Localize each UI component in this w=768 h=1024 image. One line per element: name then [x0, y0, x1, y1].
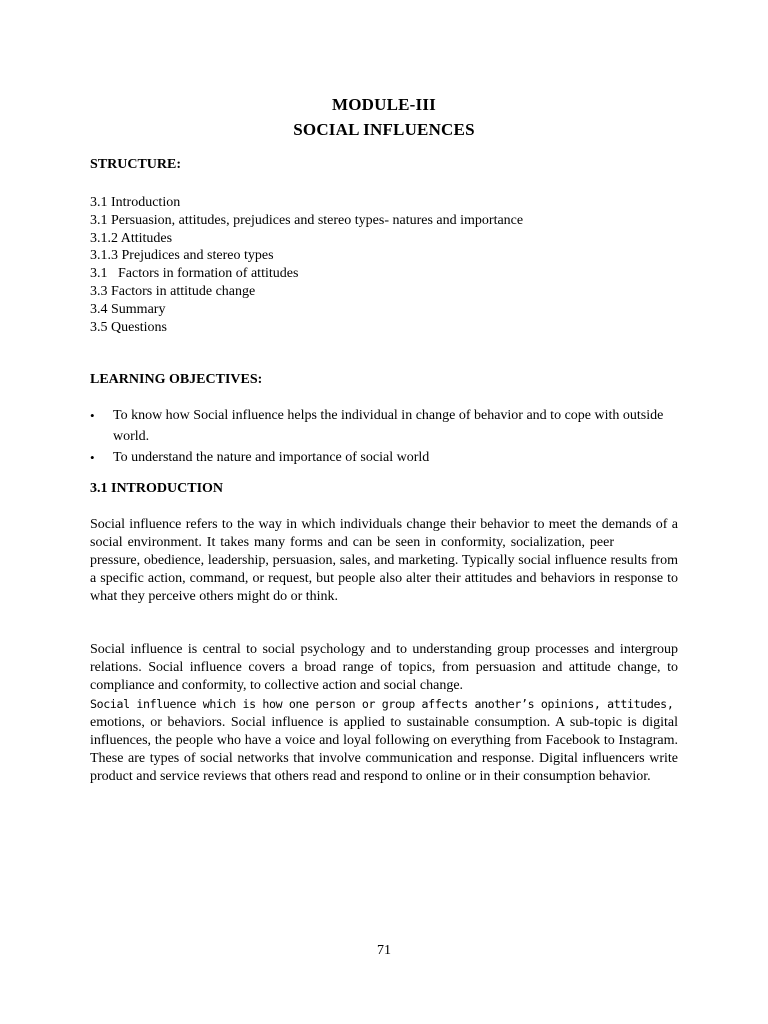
paragraph-text: Social influence is central to social psychology and to understanding group processes and intergroup relations. Social influence covers a broad range of topics, from persuasion and attitude change, to compliance and conformity, to collective action and social change.: [90, 642, 678, 693]
objective-item: [90, 405, 680, 447]
paragraph-text-mono: Social influence which is how one person or group affects another’s opinions, attitudes,: [90, 697, 674, 711]
objective-item: [90, 447, 680, 468]
structure-item: 3.1.3 Prejudices and stereo types: [90, 248, 274, 264]
module-title: MODULE-III: [331, 95, 436, 114]
structure-list: [90, 194, 523, 336]
structure-item: 3.1.2 Attitudes: [90, 230, 173, 246]
paragraph-text: emotions, or behaviors. Social influence is applied to sustainable consumption. A sub-topic is digital influences, the people who have a voice and loyal following on everything from Facebook to Instagram. These are types of social networks that involve communication and response. Digital influencers write product and service reviews that others read and respond to online or in their consumption behavior.: [90, 715, 678, 784]
introduction-heading: 3.1 INTRODUCTION: [90, 481, 224, 496]
bullet-icon: •: [90, 450, 95, 465]
structure-item: 3.1 Factors in formation of attitudes: [90, 266, 299, 282]
objectives-list: [90, 405, 680, 468]
structure-item: 3.5 Questions: [90, 319, 167, 335]
structure-item: 3.1 Introduction: [90, 195, 181, 210]
introduction-paragraph-1: [90, 516, 678, 606]
introduction-paragraph-2: [90, 641, 678, 786]
structure-heading: STRUCTURE:: [90, 157, 182, 172]
paragraph-text: pressure, obedience, leadership, persuasion, sales, and marketing. Typically social influence results from a specific action, command, or request, but people also alter their attitudes and behaviors in response to what they perceive others might do or think.: [90, 553, 678, 604]
module-subtitle: SOCIAL INFLUENCES: [293, 120, 475, 139]
objectives-heading: LEARNING OBJECTIVES:: [90, 372, 263, 387]
objective-text: To understand the nature and importance of social world: [113, 450, 430, 465]
structure-item: 3.3 Factors in attitude change: [90, 283, 256, 299]
objective-text: To know how Social influence helps the individual in change of behavior and to cope with outside world.: [113, 408, 664, 444]
paragraph-text: Social influence refers to the way in which individuals change their behavior to meet the demands of a social environment. It takes many forms and can be seen in conformity, socialization, peer: [90, 517, 678, 550]
structure-item: 3.1 Persuasion, attitudes, prejudices and stereo types- natures and importance: [90, 212, 524, 228]
page-number: 71: [377, 943, 391, 958]
structure-item: 3.4 Summary: [90, 301, 166, 317]
bullet-icon: •: [90, 408, 95, 423]
